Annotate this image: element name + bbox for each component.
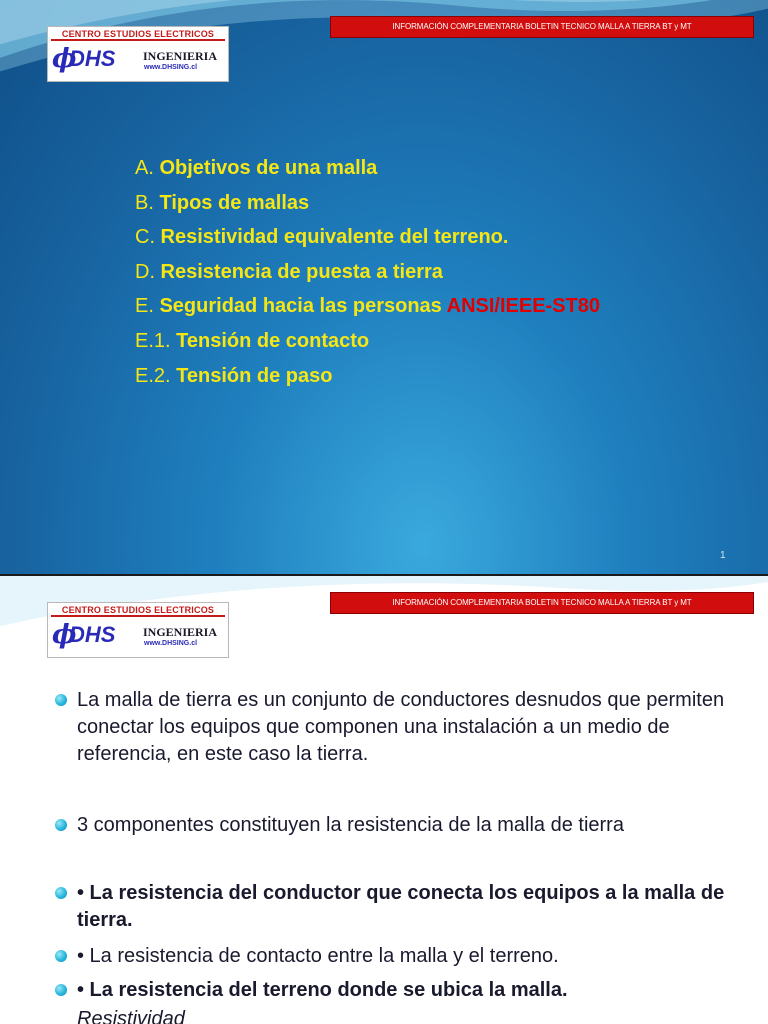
bullet-dot-icon xyxy=(55,819,67,831)
agenda-text: Tensión de contacto xyxy=(170,329,370,352)
logo-top-text: CENTRO ESTUDIOS ELECTRICOS xyxy=(51,605,225,617)
logo-brand: DHS xyxy=(69,46,116,71)
agenda-item xyxy=(135,257,600,292)
agenda-text: Resistividad equivalente del terreno. xyxy=(155,226,509,249)
standard-reference: ANSI/IEEE-ST80 xyxy=(446,295,601,318)
bullet-text: 3 componentes constituyen la resistencia de la malla de tierra xyxy=(77,814,624,836)
agenda-letter: C. xyxy=(135,226,155,249)
bullet-dot-icon xyxy=(55,984,67,996)
agenda-item xyxy=(135,326,600,361)
agenda-letter: E. xyxy=(135,295,154,318)
agenda-text: Tensión de paso xyxy=(170,364,333,387)
agenda-text: Tipos de mallas xyxy=(153,191,310,214)
agenda-item xyxy=(135,188,600,223)
agenda-item xyxy=(135,361,600,396)
agenda-text: Objetivos de una malla xyxy=(153,157,378,179)
page-number: 1 xyxy=(720,550,726,561)
bullet-text: • La resistencia del terreno donde se ubica la malla. xyxy=(77,979,568,1001)
bullet-text: • La resistencia del conductor que conecta los equipos a la malla de tierra. xyxy=(77,882,725,931)
logo-top-text: CENTRO ESTUDIOS ELECTRICOS xyxy=(51,29,225,41)
agenda-item xyxy=(135,153,600,188)
agenda-letter: D. xyxy=(135,260,155,283)
logo-subtitle: INGENIERIA xyxy=(143,625,218,639)
bullet-dot-icon xyxy=(55,950,67,962)
agenda-item xyxy=(135,222,600,257)
logo-subtitle: INGENIERIA xyxy=(143,49,218,63)
agenda-list xyxy=(135,153,600,395)
agenda-item xyxy=(135,291,600,326)
logo-phi-symbol: ϕ xyxy=(52,620,77,650)
logo-brand: DHS xyxy=(69,622,116,647)
agenda-letter: E.1. xyxy=(135,329,171,352)
header-banner: INFORMACIÓN COMPLEMENTARIA BOLETIN TECNICO MALLA A TIERRA BT y MT xyxy=(330,16,754,38)
company-logo xyxy=(47,26,229,82)
company-logo xyxy=(47,602,229,658)
bullet-dot-icon xyxy=(55,887,67,899)
logo-website: www.DHSING.cl xyxy=(144,64,198,71)
agenda-letter: A. xyxy=(135,157,154,179)
logo-website: www.DHSING.cl xyxy=(144,640,198,647)
agenda-letter: B. xyxy=(135,191,154,214)
agenda-text: Seguridad hacia las personas xyxy=(153,295,447,318)
bullet-text: • La resistencia de contacto entre la malla y el terreno. xyxy=(77,945,559,967)
header-banner: INFORMACIÓN COMPLEMENTARIA BOLETIN TECNICO MALLA A TIERRA BT y MT xyxy=(330,592,754,614)
slide-2 xyxy=(0,576,768,1024)
agenda-letter: E.2. xyxy=(135,364,171,387)
logo-phi-symbol: ϕ xyxy=(52,44,77,74)
bullet-text: La malla de tierra es un conjunto de conductores desnudos que permiten conectar los equipos que componen una instalación a un medio de referencia, en este caso la tierra. xyxy=(77,689,725,765)
agenda-text: Resistencia de puesta a tierra xyxy=(155,260,443,283)
bullet-dot-icon xyxy=(55,694,67,706)
trailing-text: Resistividad xyxy=(77,1008,185,1024)
